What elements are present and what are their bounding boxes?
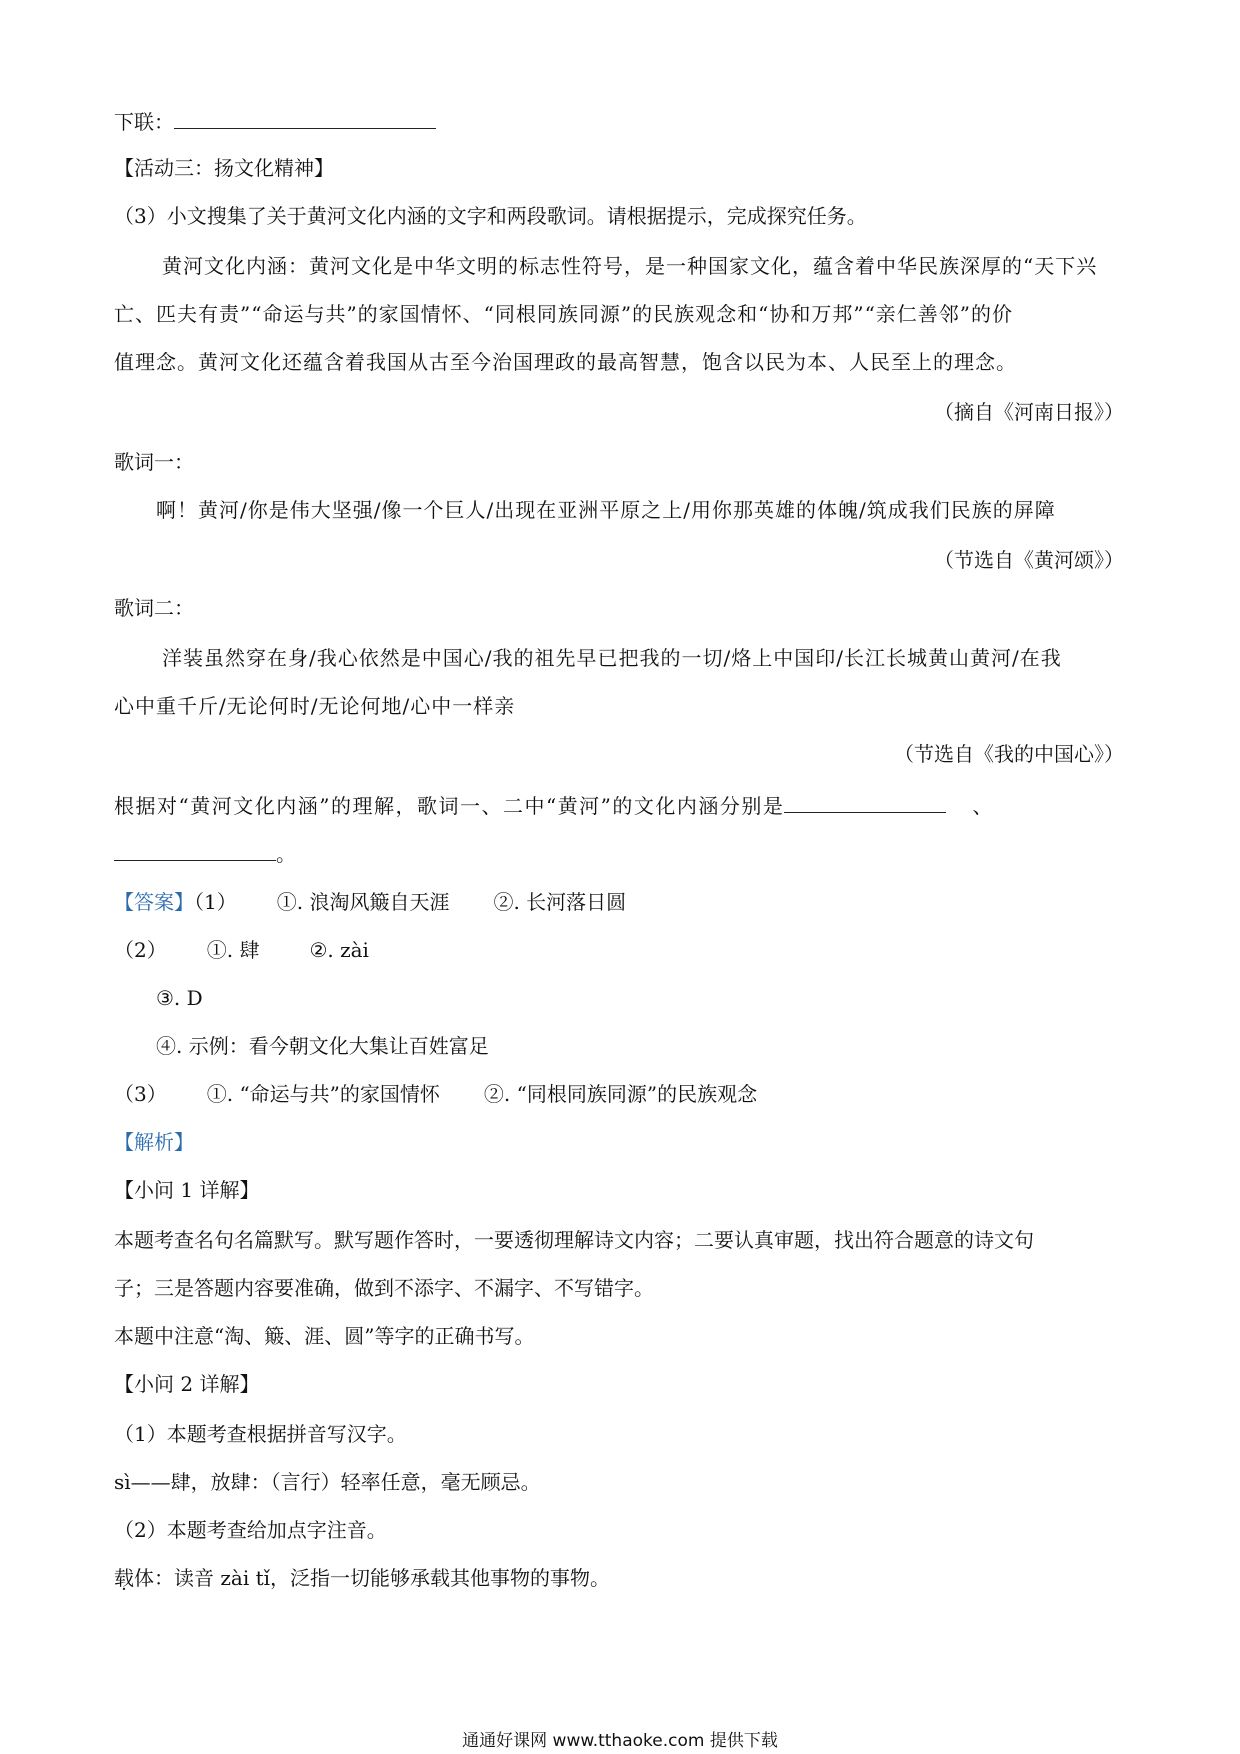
q2-line-4 [114, 1564, 610, 1592]
task-line-1 [114, 790, 994, 820]
passage-line-1: 黄河文化内涵：黄河文化是中华文明的标志性符号，是一种国家文化，蕴含着中华民族深厚的“天下兴 [162, 254, 1098, 278]
q2-line-4-rest: 体：读音 zài tǐ，泛指一切能够承载其他事物的事物。 [134, 1566, 611, 1590]
q2-line-3: （2）本题考查给加点字注音。 [114, 1518, 387, 1542]
task-separator: 、 [972, 794, 994, 818]
lyric1-text: 啊！黄河/你是伟大坚强/像一个巨人/出现在亚洲平原之上/用你那英雄的体魄/筑成我们民族的屏障 [156, 498, 1056, 522]
answer-2-3: ③. D [156, 986, 203, 1010]
answer-3-num: （3） [114, 1082, 167, 1106]
footer-watermark: 通通好课网 www.tthaoke.com 提供下载 [462, 1731, 778, 1751]
emphasis-dot-char: 载 [114, 1566, 134, 1590]
lyric1-label: 歌词一： [114, 450, 194, 474]
answer-label: 【答案】 [114, 890, 194, 914]
lower-couplet-line [114, 106, 436, 136]
source-huanghe-song: （节选自《黄河颂》） [934, 548, 1124, 572]
answer-2-num: （2） [114, 938, 167, 962]
answer-2-1: ①. 肆 [206, 938, 260, 962]
question-3: （3）小文搜集了关于黄河文化内涵的文字和两段歌词。请根据提示，完成探究任务。 [114, 204, 867, 228]
task-blank-2[interactable] [114, 838, 276, 861]
answer-3-1: ①. “命运与共”的家国情怀 [206, 1082, 440, 1106]
task-end: 。 [276, 842, 296, 866]
q1-line-2: 子；三是答题内容要准确，做到不添字、不漏字、不写错字。 [114, 1276, 654, 1300]
q1-title: 【小问 1 详解】 [114, 1178, 260, 1202]
answer-2-2: ②. zài [309, 938, 369, 962]
answer-2-4: ④. 示例：看今朝文化大集让百姓富足 [156, 1034, 489, 1058]
passage-line-2: 亡、匹夫有责”“命运与共”的家国情怀、“同根同族同源”的民族观念和“协和万邦”“亲仁善邻”的价 [114, 302, 1014, 326]
lower-couplet-blank[interactable] [174, 106, 436, 129]
analysis-label: 【解析】 [114, 1130, 194, 1154]
activity3-title: 【活动三：扬文化精神】 [114, 156, 334, 180]
task-blank-1[interactable] [784, 790, 946, 813]
lyric2-line-1: 洋装虽然穿在身/我心依然是中国心/我的祖先早已把我的一切/烙上中国印/长江长城黄山黄河/在我 [162, 646, 1062, 670]
source-henan-daily: （摘自《河南日报》） [934, 400, 1124, 424]
q1-line-3: 本题中注意“淘、簸、涯、圆”等字的正确书写。 [114, 1324, 535, 1348]
answer-line-3 [114, 1080, 757, 1108]
lower-couplet-label: 下联： [114, 110, 174, 134]
answer-1-1: ①. 浪淘风簸自天涯 [276, 890, 450, 914]
task-line-2 [114, 838, 296, 868]
passage-line-3: 值理念。黄河文化还蕴含着我国从古至今治国理政的最高智慧，饱含以民为本、人民至上的理念。 [114, 350, 1017, 374]
answer-line-1 [114, 888, 626, 916]
answer-1-2: ②. 长河落日圆 [493, 890, 627, 914]
lyric2-label: 歌词二： [114, 596, 194, 620]
task-text: 根据对“黄河文化内涵”的理解，歌词一、二中“黄河”的文化内涵分别是 [114, 794, 785, 818]
q2-line-2: sì——肆，放肆：（言行）轻率任意，毫无顾忌。 [114, 1470, 541, 1494]
q2-line-1: （1）本题考查根据拼音写汉字。 [114, 1422, 407, 1446]
answer-1-num: （1） [194, 890, 237, 914]
answer-line-2 [114, 936, 369, 964]
q2-title: 【小问 2 详解】 [114, 1372, 260, 1396]
lyric2-line-2: 心中重千斤/无论何时/无论何地/心中一样亲 [114, 694, 516, 718]
source-my-chinese-heart: （节选自《我的中国心》） [894, 742, 1124, 766]
answer-3-2: ②. “同根同族同源”的民族观念 [483, 1082, 758, 1106]
q1-line-1: 本题考查名句名篇默写。默写题作答时，一要透彻理解诗文内容；二要认真审题，找出符合题意的诗文句 [114, 1228, 1034, 1252]
